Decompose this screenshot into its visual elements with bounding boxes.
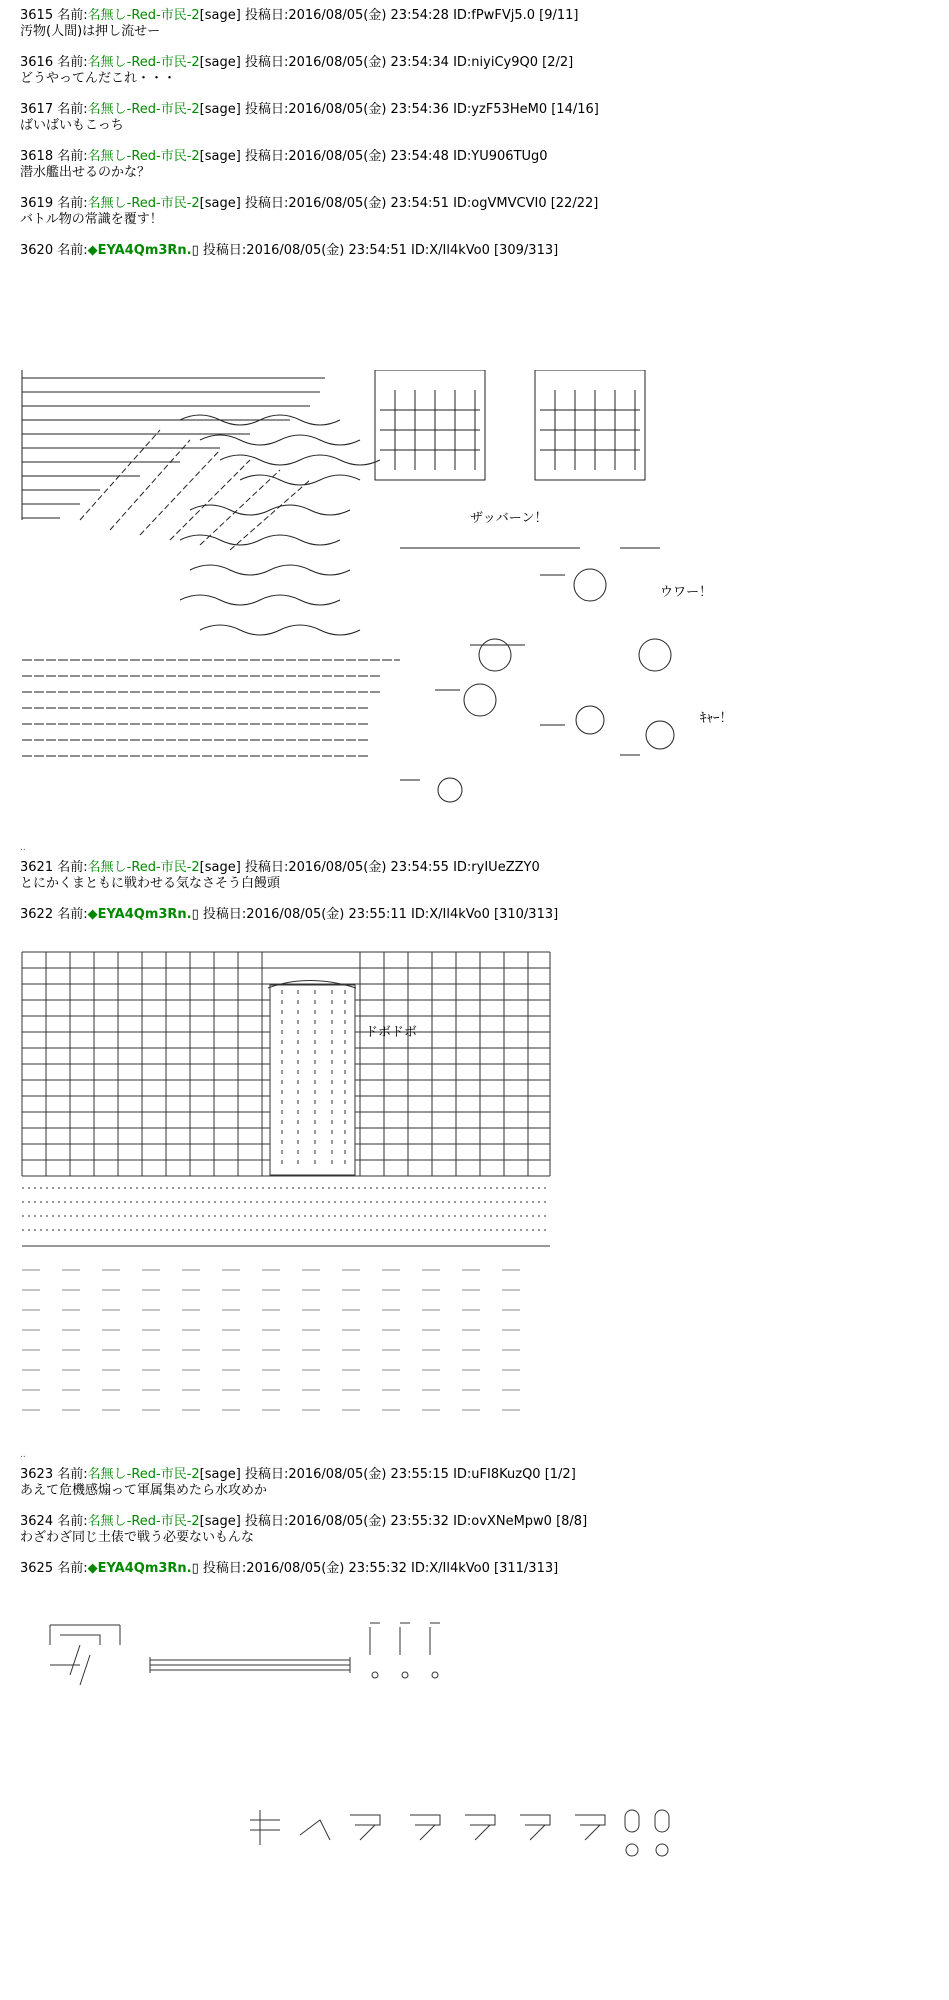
post-date: 投稿日:2016/08/05(金) 23:54:51: [244, 196, 449, 211]
post-number[interactable]: 3623: [20, 1467, 54, 1482]
poster-id[interactable]: ID:X/Il4kVo0 [310/313]: [411, 907, 559, 922]
name-label: 名前:: [57, 1561, 88, 1576]
post-date: 投稿日:2016/08/05(金) 23:54:34: [244, 55, 449, 70]
poster-name: 名無し-Red-市民-2: [87, 8, 200, 23]
poster-id[interactable]: ID:X/Il4kVo0 [311/313]: [411, 1561, 559, 1576]
post-date: 投稿日:2016/08/05(金) 23:54:48: [244, 149, 449, 164]
poster-id[interactable]: ID:fPwFVj5.0 [9/11]: [453, 8, 579, 23]
name-label: 名前:: [57, 907, 88, 922]
poster-id[interactable]: ID:ryIUeZZY0: [453, 860, 540, 875]
post-number[interactable]: 3624: [20, 1514, 54, 1529]
poster-id[interactable]: ID:yzF53HeM0 [14/16]: [453, 102, 599, 117]
post-header: [20, 1514, 930, 1530]
post-3616: [20, 55, 930, 87]
kyaa-text: ｷｬｰ！: [700, 711, 733, 726]
zappaan-text: ザッバーン！: [470, 511, 548, 526]
post-body: どうやってんだこれ・・・: [20, 71, 177, 86]
post-number[interactable]: 3620: [20, 243, 54, 258]
post-header: [20, 1561, 930, 1577]
name-label: 名前:: [57, 149, 88, 164]
name-label: 名前:: [57, 102, 88, 117]
post-body: わざわざ同じ土俵で戦う必要ないもんな: [20, 1530, 255, 1545]
ascii-art-waterfall-grid: [20, 950, 930, 1430]
post-header: [20, 860, 930, 876]
poster-name: 名無し-Red-市民-2: [87, 1467, 200, 1482]
trip-box-icon: ▯: [191, 1561, 199, 1576]
post-number[interactable]: 3619: [20, 196, 54, 211]
post-date: 投稿日:2016/08/05(金) 23:55:32: [202, 1561, 407, 1576]
sage-tag: [sage]: [199, 196, 241, 211]
poster-id[interactable]: ID:ogVMVCVI0 [22/22]: [453, 196, 599, 211]
post-3618: [20, 149, 930, 181]
post-3620: [20, 243, 930, 259]
poster-id[interactable]: ID:niyiCy9Q0 [2/2]: [453, 55, 574, 70]
post-header: [20, 102, 930, 118]
dobodobo-text: ドボドボ: [365, 1025, 418, 1040]
post-date: 投稿日:2016/08/05(金) 23:54:36: [244, 102, 449, 117]
post-date: 投稿日:2016/08/05(金) 23:55:11: [202, 907, 407, 922]
post-date: 投稿日:2016/08/05(金) 23:54:51: [202, 243, 407, 258]
poster-id[interactable]: ID:YU906TUg0: [453, 149, 548, 164]
post-header: [20, 8, 930, 24]
name-label: 名前:: [57, 196, 88, 211]
trip-box-icon: ▯: [191, 907, 199, 922]
poster-name: 名無し-Red-市民-2: [87, 1514, 200, 1529]
post-3621: [20, 860, 930, 892]
post-date: 投稿日:2016/08/05(金) 23:54:28: [244, 8, 449, 23]
post-body: あえて危機感煽って軍属集めたら水攻めか: [20, 1483, 268, 1498]
sage-tag: [sage]: [199, 8, 241, 23]
name-label: 名前:: [57, 8, 88, 23]
poster-name: 名無し-Red-市民-2: [87, 149, 200, 164]
post-header: [20, 55, 930, 71]
post-3617: [20, 102, 930, 134]
poster-name: 名無し-Red-市民-2: [87, 860, 200, 875]
post-body: バトル物の常識を覆す！: [20, 212, 163, 227]
post-header: [20, 196, 930, 212]
sage-tag: [sage]: [199, 149, 241, 164]
poster-name: 名無し-Red-市民-2: [87, 102, 200, 117]
poster-trip: ◆EYA4Qm3Rn.: [87, 243, 192, 258]
post-header: [20, 907, 930, 923]
poster-id[interactable]: ID:uFI8KuzQ0 [1/2]: [453, 1467, 576, 1482]
poster-trip: ◆EYA4Qm3Rn.: [87, 1561, 192, 1576]
post-body: ばいばいもこっち: [20, 118, 124, 133]
post-number[interactable]: 3621: [20, 860, 54, 875]
poster-id[interactable]: ID:ovXNeMpw0 [8/8]: [453, 1514, 588, 1529]
post-3619: [20, 196, 930, 228]
ascii-art-symbols: [20, 1605, 930, 1985]
post-3623: [20, 1467, 930, 1499]
sage-tag: [sage]: [199, 55, 241, 70]
post-number[interactable]: 3617: [20, 102, 54, 117]
name-label: 名前:: [57, 55, 88, 70]
sage-tag: [sage]: [199, 102, 241, 117]
post-3625: [20, 1561, 930, 1577]
post-date: 投稿日:2016/08/05(金) 23:55:32: [244, 1514, 449, 1529]
name-label: 名前:: [57, 1467, 88, 1482]
post-body: 潜水艦出せるのかな？: [20, 165, 151, 180]
sage-tag: [sage]: [199, 1467, 241, 1482]
post-date: 投稿日:2016/08/05(金) 23:55:15: [244, 1467, 449, 1482]
separator: ..: [20, 843, 26, 853]
name-label: 名前:: [57, 1514, 88, 1529]
post-number[interactable]: 3618: [20, 149, 54, 164]
post-header: [20, 243, 930, 259]
name-label: 名前:: [57, 243, 88, 258]
poster-id[interactable]: ID:X/Il4kVo0 [309/313]: [411, 243, 559, 258]
post-date: 投稿日:2016/08/05(金) 23:54:55: [244, 860, 449, 875]
post-number[interactable]: 3625: [20, 1561, 54, 1576]
name-label: 名前:: [57, 860, 88, 875]
post-3622: [20, 907, 930, 923]
sage-tag: [sage]: [199, 1514, 241, 1529]
sage-tag: [sage]: [199, 860, 241, 875]
post-header: [20, 149, 930, 165]
post-header: [20, 1467, 930, 1483]
poster-name: 名無し-Red-市民-2: [87, 196, 200, 211]
poster-name: 名無し-Red-市民-2: [87, 55, 200, 70]
post-body: とにかくまともに戦わせる気なさそう白饅頭: [20, 876, 281, 891]
post-3624: [20, 1514, 930, 1546]
post-number[interactable]: 3615: [20, 8, 54, 23]
poster-trip: ◆EYA4Qm3Rn.: [87, 907, 192, 922]
ascii-art-flood-scene: [20, 370, 930, 820]
post-3615: [20, 8, 930, 40]
trip-box-icon: ▯: [191, 243, 199, 258]
uwaa-text: ウワー！: [660, 585, 713, 600]
post-number[interactable]: 3616: [20, 55, 54, 70]
post-body: 汚物(人間)は押し流せー: [20, 24, 161, 39]
separator: ..: [20, 1450, 26, 1460]
post-number[interactable]: 3622: [20, 907, 54, 922]
